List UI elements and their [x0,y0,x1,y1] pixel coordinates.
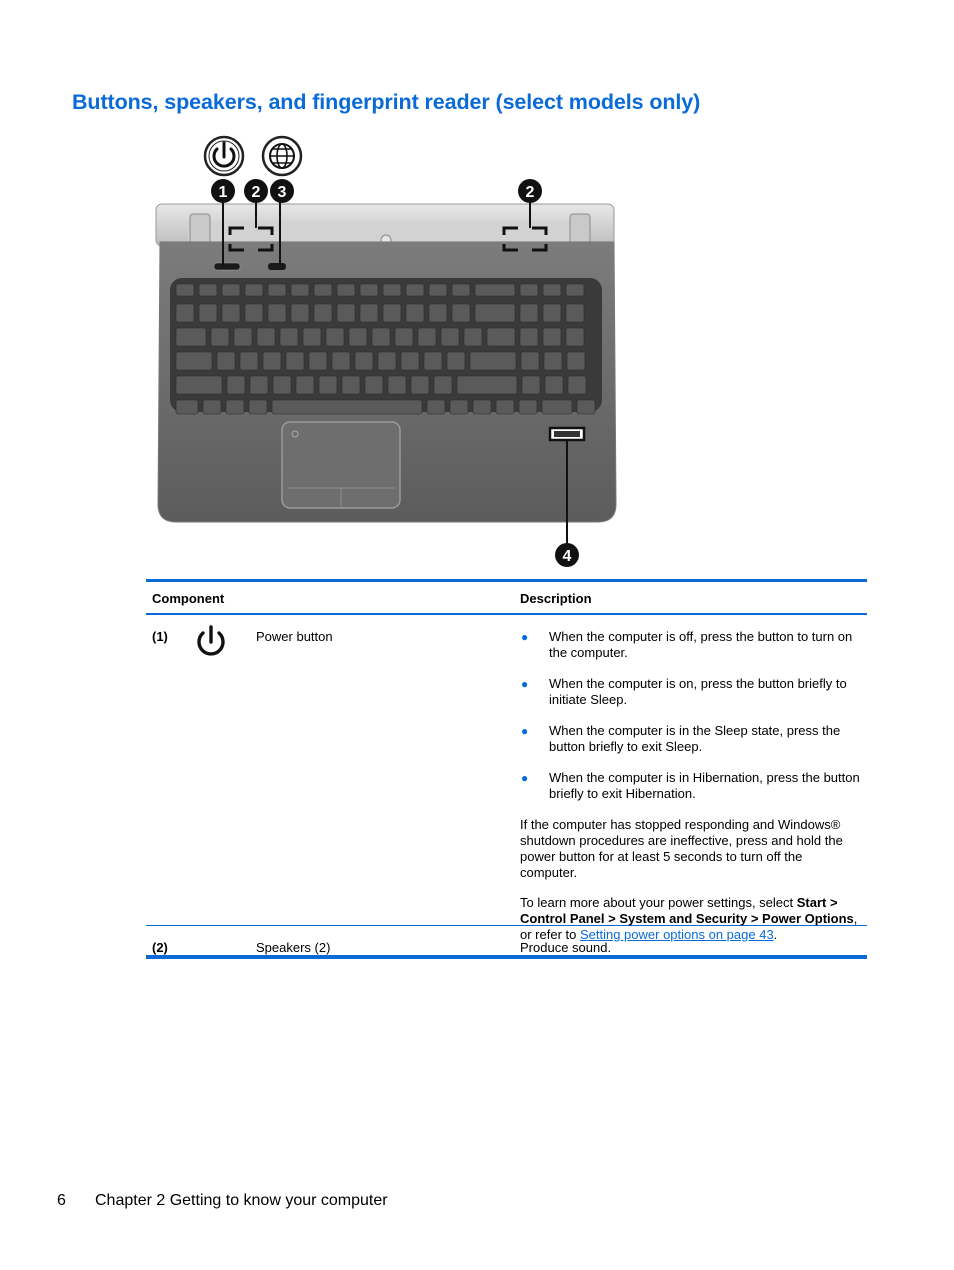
page-footer [57,1192,388,1210]
keyboard-key [429,304,447,322]
keyboard-key [542,400,572,414]
callout-2-right [518,179,542,203]
component-description [520,629,862,957]
keyboard-key [199,304,217,322]
keyboard-key [199,284,217,296]
keyboard-key [543,284,561,296]
keyboard-key [447,352,465,370]
header-description: Description [520,591,592,606]
keyboard-key [372,328,390,346]
keyboard-key [176,284,194,296]
keyboard-key [272,400,422,414]
keyboard-key [349,328,367,346]
list-item: ● When the computer is on, press the button briefly to initiate Sleep. [521,676,847,707]
section-heading: Buttons, speakers, and fingerprint reader (select models only) [72,90,701,114]
keyboard-key [245,284,263,296]
keyboard-key [429,284,447,296]
keyboard-key [434,376,452,394]
callout-4 [555,543,579,567]
keyboard-key [263,352,281,370]
keyboard-key [222,284,240,296]
keyboard-key [286,352,304,370]
keyboard-key [226,400,244,414]
keyboard-key [250,376,268,394]
keyboard-key [337,304,355,322]
keyboard-key [319,376,337,394]
keyboard-key [401,352,419,370]
callout-3 [270,179,294,203]
keyboard-key [273,376,291,394]
svg-text:1: 1 [218,184,228,201]
keyboard-key [280,328,298,346]
keyboard-key [176,400,198,414]
keyboard-key [365,376,383,394]
keyboard-key [577,400,595,414]
keyboard-key [566,304,584,322]
component-name: Power button [256,629,333,644]
bullet-icon: ● [521,677,529,691]
list-item: ● When the computer is off, press the button to turn on the computer. [521,629,853,660]
keyboard-key [475,284,515,296]
keyboard-key [360,304,378,322]
laptop-diagram [150,132,630,572]
keyboard-key [545,376,563,394]
keyboard-key [303,328,321,346]
bullet-icon: ● [521,724,529,738]
keyboard-key [522,376,540,394]
keyboard-key [475,304,515,322]
keyboard-key [566,328,584,346]
keyboard-key [314,284,332,296]
keyboard-key [520,328,538,346]
keyboard-key [543,304,561,322]
learn-more-paragraph: To learn more about your power settings, select Start > Control Panel > System and Security > Power Options, or refer to Setting power options on page 43. [520,895,858,942]
svg-text:4: 4 [562,548,572,565]
header-component: Component [152,591,225,606]
keyboard-key [383,284,401,296]
list-item: ● When the computer is in Hibernation, press the button briefly to exit Hibernation. [521,770,860,801]
svg-text:2: 2 [525,184,535,201]
power-icon [194,623,228,663]
keyboard-key [176,328,206,346]
table-row [146,615,867,942]
note-paragraph: If the computer has stopped responding and Windows® shutdown procedures are ineffective, press and hold the power button for at least 5 seconds to turn off the computer. [520,817,843,880]
keyboard-key [332,352,350,370]
keyboard-key [521,352,539,370]
keyboard-key [543,328,561,346]
keyboard-key [567,352,585,370]
callout-2 [244,179,268,203]
bullet-icon: ● [521,630,529,644]
keyboard-key [464,328,482,346]
keyboard-key [257,328,275,346]
keyboard-key [487,328,515,346]
keyboard-key [203,400,221,414]
component-description: Produce sound. [520,940,612,955]
table-header-row [146,582,867,615]
keyboard-key [388,376,406,394]
callout-1 [211,179,235,203]
keyboard-key [441,328,459,346]
keyboard-key [418,328,436,346]
keyboard-key [268,284,286,296]
keyboard-key [234,328,252,346]
list-item: ● When the computer is in the Sleep state, press the button briefly to exit Sleep. [521,723,841,754]
keyboard-key [309,352,327,370]
keyboard-key [326,328,344,346]
keyboard-key [496,400,514,414]
keyboard-key [457,376,517,394]
keyboard-key [424,352,442,370]
keyboard-key [211,328,229,346]
power-icon [205,137,243,175]
keyboard-key [427,400,445,414]
keyboard-key [291,304,309,322]
keyboard-key [245,304,263,322]
keyboard-key [406,284,424,296]
laptop-top-illustration [150,132,630,572]
keyboard-key [520,304,538,322]
page-number: 6 [57,1192,66,1209]
keyboard-key [383,304,401,322]
keyboard-key [452,304,470,322]
keyboard-key [296,376,314,394]
wireless-icon [263,137,301,175]
component-name: Speakers (2) [256,940,331,955]
keyboard-key [337,284,355,296]
bullet-icon: ● [521,771,529,785]
keyboard-key [291,284,309,296]
keyboard-key [217,352,235,370]
keyboard-key [520,284,538,296]
keyboard-key [568,376,586,394]
keyboard-key [227,376,245,394]
keyboard-key [450,400,468,414]
menu-path: Start > Control Panel > System and Security > Power Options [520,895,854,926]
keyboard-key [176,376,222,394]
svg-text:2: 2 [251,184,261,201]
keyboard-key [268,304,286,322]
component-table [146,579,867,959]
keyboard-key [411,376,429,394]
keyboard-key [240,352,258,370]
svg-text:3: 3 [277,184,287,201]
keyboard-key [249,400,267,414]
keyboard-key [342,376,360,394]
keyboard-key [176,352,212,370]
chapter-title: Chapter 2 Getting to know your computer [95,1192,388,1209]
keyboard-key [314,304,332,322]
keyboard-key [360,284,378,296]
keyboard-key [355,352,373,370]
keyboard-key [470,352,516,370]
power-options-link[interactable]: Setting power options on page 43 [579,927,774,942]
keyboard-key [544,352,562,370]
keyboard-key [395,328,413,346]
row-number: (2) [152,940,168,955]
keyboard-key [452,284,470,296]
table-row [146,926,867,955]
keyboard-key [519,400,537,414]
keyboard-key [176,304,194,322]
bullet-list [520,629,862,802]
keyboard-key [473,400,491,414]
keyboard-key [222,304,240,322]
keyboard-key [378,352,396,370]
row-number: (1) [152,629,168,644]
keyboard-key [566,284,584,296]
keyboard-key [406,304,424,322]
